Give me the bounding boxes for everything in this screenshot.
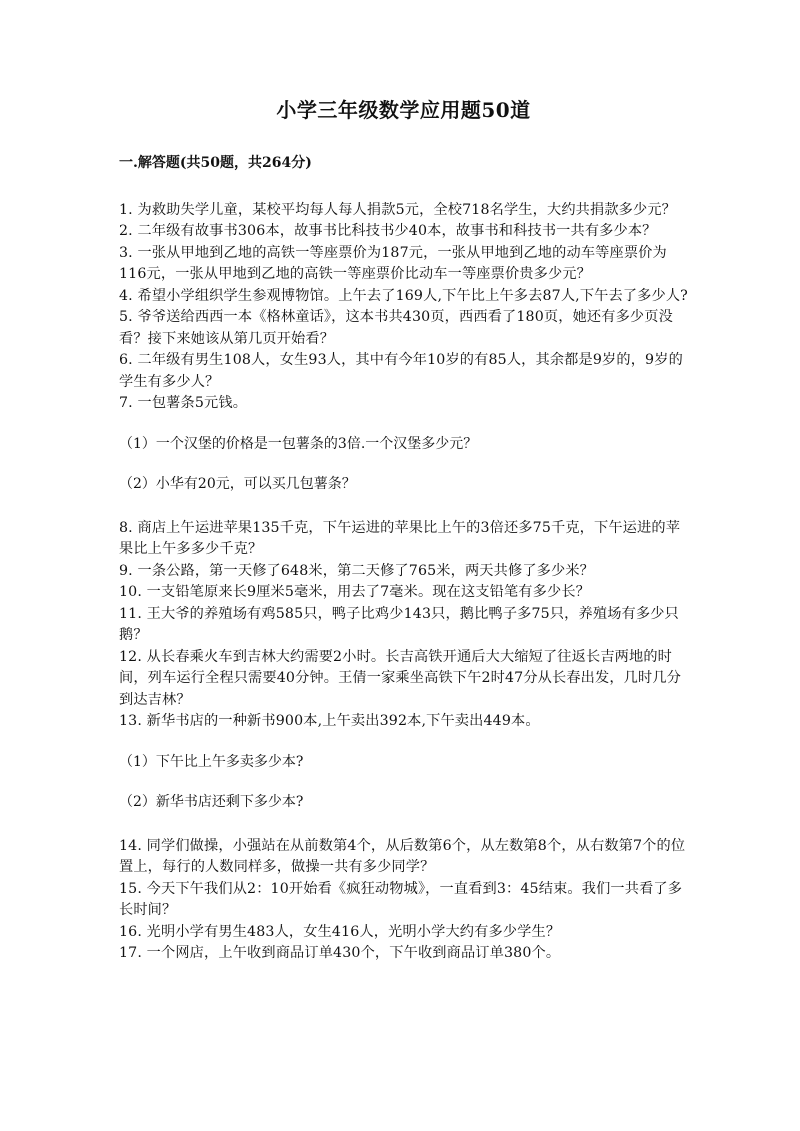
problem-item: 10. 一支铅笔原来长9厘米5毫米，用去了7毫米。现在这支铅笔有多少长？ <box>119 584 590 601</box>
problem-item: 1. 为救助失学儿童，某校平均每人每人捐款5元，全校718名学生，大约共捐款多少元？ <box>119 201 677 218</box>
problem-item: 16. 光明小学有男生483人，女生416人，光明小学大约有多少学生？ <box>119 923 561 940</box>
problem-item: 11. 王大爷的养殖场有鸡585只，鸭子比鸡少143只，鹅比鸭子多75只，养殖场有多少只鹅？ <box>119 605 679 644</box>
problem-item: 17. 一个网店，上午收到商品订单430个，下午收到商品订单380个。 <box>119 945 561 962</box>
problem-item: 8. 商店上午运进苹果135千克，下午运进的苹果比上午的3倍还多75千克，下午运进的苹果比上午多多少千克？ <box>119 519 681 558</box>
problem-item: 9. 一条公路，第一天修了648米，第二天修了765米，两天共修了多少米？ <box>119 562 595 579</box>
problem-list <box>119 200 688 965</box>
problem-item: 2. 二年级有故事书306本，故事书比科技书少40本，故事书和科技书一共有多少本？ <box>119 223 657 240</box>
problem-item: 6. 二年级有男生108人，女生93人，其中有今年10岁的有85人，其余都是9岁的，9岁的学生有多少人？ <box>119 352 683 390</box>
sub-question: （1）一个汉堡的价格是一包薯条的3倍.一个汉堡多少元？ <box>119 435 478 452</box>
problem-item: 3. 一张从甲地到乙地的高铁一等座票价为187元，一张从甲地到乙地的动车等座票价为116元，一张从甲地到乙地的高铁一等座票价比动车一等座票价贵多少元？ <box>119 244 667 283</box>
problem-item: 7. 一包薯条5元钱。 <box>119 395 248 412</box>
problem-item: 5. 爷爷送给西西一本《格林童话》，这本书共430页，西西看了180页，她还有多少页没看？接下来她该从第几页开始看？ <box>119 309 673 347</box>
sub-question: （2）小华有20元，可以买几包薯条？ <box>119 475 356 492</box>
sub-question: （1）下午比上午多卖多少本? <box>119 753 304 770</box>
problem-item: 13. 新华书店的一种新书900本,上午卖出392本,下午卖出449本。 <box>119 713 540 730</box>
problem-item: 12. 从长春乘火车到吉林大约需要2小时。长吉高铁开通后大大缩短了往返长吉两地的时间，列车运行全程只需要40分钟。王倩一家乘坐高铁下午2时47分从长春出发，几时几分到达吉林？ <box>119 648 682 708</box>
problem-item: 15. 今天下午我们从2：10开始看《疯狂动物城》，一直看到3：45结束。我们一共看了多长时间？ <box>119 880 683 919</box>
problem-item: 4. 希望小学组织学生参观博物馆。上午去了169人,下午比上午多去87人,下午去了多少人? <box>119 287 688 304</box>
document-title: 小学三年级数学应用题50道 <box>276 98 531 122</box>
problem-item: 14. 同学们做操，小强站在从前数第4个，从后数第6个，从左数第8个，从右数第7个的位置上，每行的人数同样多，做操一共有多少同学？ <box>119 837 686 876</box>
section-heading: 一.解答题(共50题，共264分) <box>119 155 312 171</box>
sub-question: （2）新华书店还剩下多少本? <box>119 793 304 810</box>
